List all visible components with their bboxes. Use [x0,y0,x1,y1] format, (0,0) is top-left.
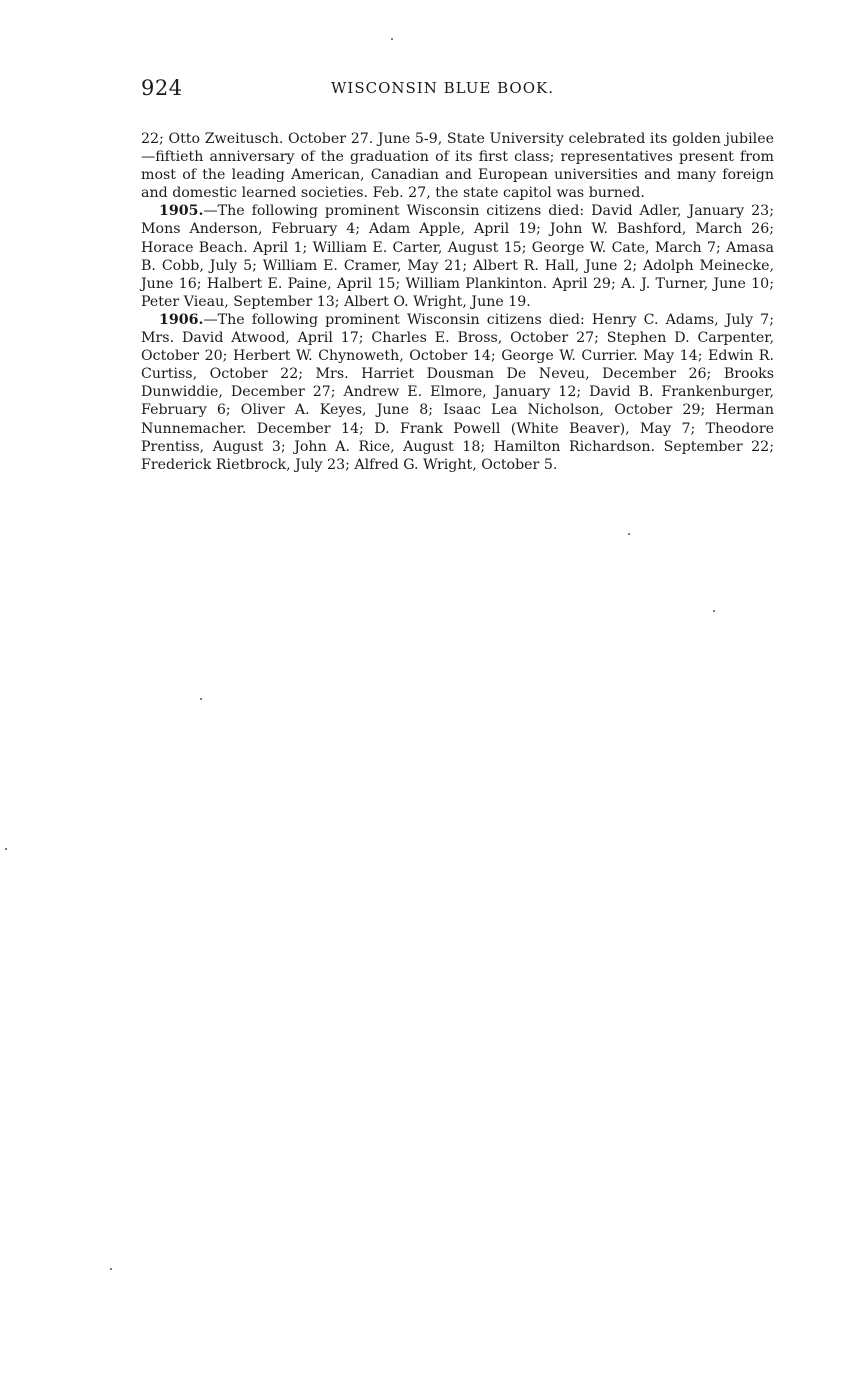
scan-speck [110,1268,112,1270]
body-text [141,130,774,474]
year-label: 1906. [159,311,204,328]
entry-text: —The following prominent Wisconsin citizens died: Henry C. Adams, July 7; Mrs. David Atwood, April 17; Charles E. Bross, October 27; Stephen D. Carpenter, October 20; Herbert W. Chynoweth, October 14; George W. Currier. May 14; Edwin R. Curtiss, October 22; Mrs. Harriet Dousman De Neveu, December 26; Brooks Dunwiddie, December 27; Andrew E. Elmore, January 12; David B. Frankenburger, February 6; Oliver A. Keyes, June 8; Isaac Lea Nicholson, October 29; Herman Nunnemacher. December 14; D. Frank Powell (White Beaver), May 7; Theodore Prentiss, August 3; John A. Rice, August 18; Hamilton Richardson. September 22; Frederick Rietbrock, July 23; Alfred G. Wright, October 5. [141,311,774,473]
page-header [141,76,774,102]
page-number: 924 [141,76,183,100]
scan-speck [5,848,7,850]
year-entry-1906 [141,311,774,474]
scan-speck [628,533,630,535]
scan-speck [200,698,202,700]
entry-text: —The following prominent Wisconsin citizens died: David Adler, January 23; Mons Anderson, February 4; Adam Apple, April 19; John W. Bashford, March 26; Horace Beach. April 1; William E. Carter, August 15; George W. Cate, March 7; Amasa B. Cobb, July 5; William E. Cramer, May 21; Albert R. Hall, June 2; Adolph Meinecke, June 16; Halbert E. Paine, April 15; William Plankinton. April 29; A. J. Turner, June 10; Peter Vieau, September 13; Albert O. Wright, June 19. [141,203,774,310]
continuation-paragraph: 22; Otto Zweitusch. October 27. June 5-9, State University celebrated its golden jubilee—fiftieth anniversary of the graduation of its first class; representatives present from most of the leading American, Canadian and European universities and many foreign and domestic learned societies. Feb. 27, the state capitol was burned. [141,131,774,202]
scan-speck [391,38,393,40]
running-title: WISCONSIN BLUE BOOK. [331,79,555,97]
year-label: 1905. [159,203,204,220]
scan-speck [713,610,715,612]
year-entry-1905 [141,202,774,311]
